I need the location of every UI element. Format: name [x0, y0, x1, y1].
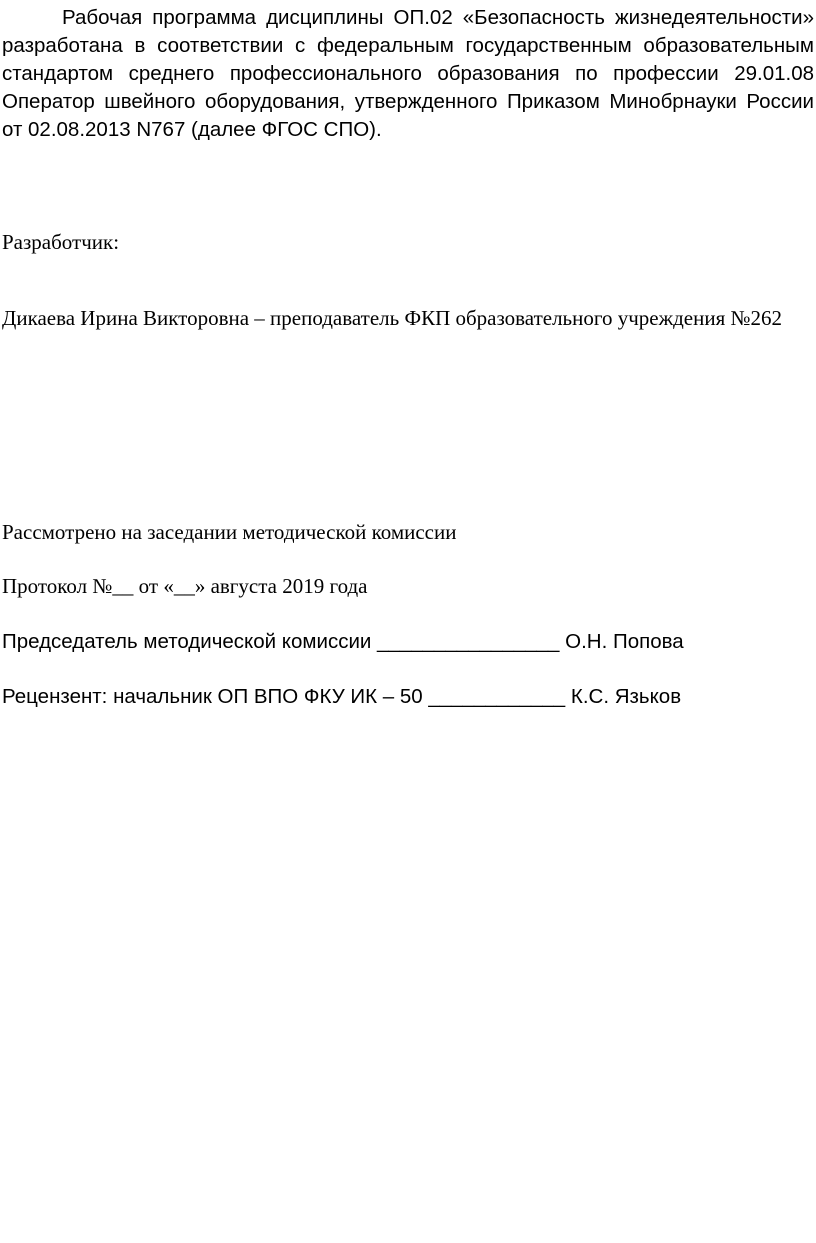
developer-name: Дикаева Ирина Викторовна – преподаватель ФКП образовательного учреждения №262	[2, 306, 783, 330]
commission-review-line: Рассмотрено на заседании методической комиссии	[2, 520, 457, 544]
developer-label: Разработчик:	[2, 230, 120, 254]
reviewer-line: Рецензент: начальник ОП ВПО ФКУ ИК – 50 ____________ К.С. Язьков	[2, 685, 682, 708]
intro-paragraph: Рабочая программа дисциплины ОП.02 «Безопасность жизнедеятельности» разработана в соответствии с федеральным государственным образовательным стандартом среднего профессионального образования по профессии 29.01.08 Оператор швейного оборудования, утвержденного Приказом Минобрнауки России от 02.08.2013 N767 (далее ФГОС СПО).	[2, 6, 814, 141]
commission-chair-line: Председатель методической комиссии ________________ О.Н. Попова	[2, 630, 684, 653]
protocol-line: Протокол №__ от «__» августа 2019 года	[2, 574, 368, 598]
